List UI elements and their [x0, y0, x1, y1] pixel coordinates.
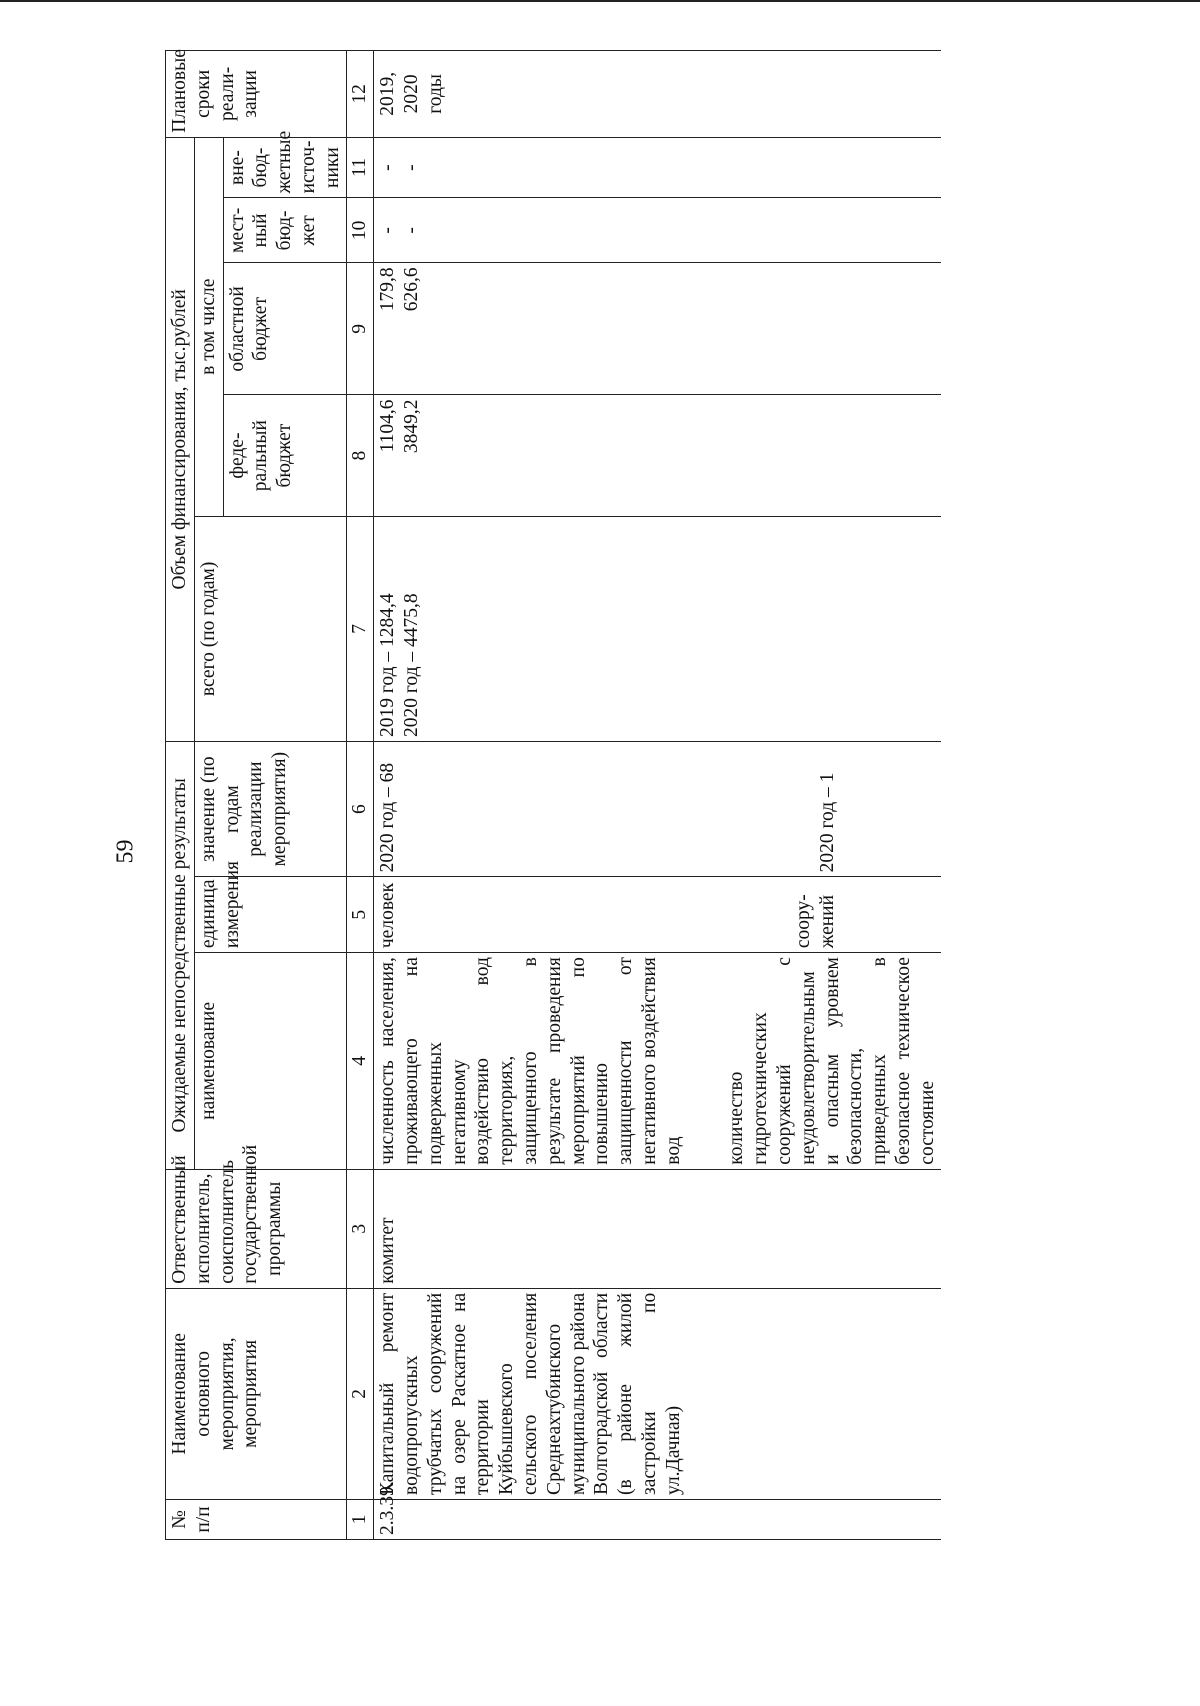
terms-line-2: 2020 годы — [401, 74, 446, 114]
result-1-unit: человек — [377, 882, 399, 949]
header-financing: Объем финансирования, тыс.рублей — [166, 137, 195, 741]
local-2019: - — [377, 227, 399, 234]
column-number: 8 — [347, 395, 374, 516]
column-number: 5 — [347, 877, 374, 953]
terms-cell — [374, 51, 942, 138]
result-1-value: 2020 год – 68 — [377, 762, 399, 873]
column-number: 7 — [347, 516, 374, 741]
result-value-cell — [374, 741, 942, 876]
top-border-line — [0, 0, 1200, 2]
row-measure-name: Капитальный ремонт водопропускных трубчатых сооружений на озере Раскатное на территории Куйбышевского сельского поселения Среднеахтубинского муниципального района Волгоградской области (в районе жилой застройки по ул.Дачная) — [374, 1288, 942, 1499]
result-2-name: количество гидротехнических сооружений с неудовлетворительным и опасным уровнем безопасности, приведенных в безопасное техническое состояние — [726, 957, 938, 1165]
regional-2019: 179,8 — [377, 267, 399, 312]
column-number: 2 — [347, 1288, 374, 1499]
extra-2019: - — [377, 164, 399, 171]
header-extrabudget: вне-бюд-жетные источ-ники — [223, 137, 347, 198]
row-number: 2.3.39. — [374, 1499, 942, 1539]
terms-line-1: 2019, — [377, 71, 399, 116]
header-number: № п/п — [166, 1499, 347, 1539]
header-value: значение (по годам реализации мероприятия) — [194, 741, 347, 876]
column-number: 6 — [347, 741, 374, 876]
result-1-name: численность населения, проживающего на подверженных негативному воздействию вод территориях, защищенного в результате проведения мероприятий по повышению защищенности от негативного воздействия вод — [377, 957, 684, 1165]
program-table — [165, 50, 941, 1540]
regional-cell — [374, 263, 942, 395]
page-number: 59 — [112, 839, 139, 864]
table-row — [374, 51, 942, 1540]
local-cell — [374, 198, 942, 263]
federal-cell — [374, 395, 942, 516]
header-regional: областной бюджет — [223, 263, 347, 395]
column-number: 12 — [347, 51, 374, 138]
column-number-row — [347, 51, 374, 1540]
federal-2020: 3849,2 — [401, 399, 423, 454]
federal-2019: 1104,6 — [377, 399, 399, 453]
header-unit: единица измерения — [194, 877, 347, 953]
column-number: 11 — [347, 137, 374, 198]
column-number: 4 — [347, 953, 374, 1170]
row-executor: комитет — [374, 1169, 942, 1288]
header-including: в том числе — [194, 137, 223, 516]
value-spacer — [400, 746, 816, 872]
extra-2020: - — [401, 164, 423, 171]
rotated-document — [165, 50, 1025, 1540]
header-executor: Ответственный исполнитель, соисполнитель государственной программы — [166, 1169, 347, 1288]
column-number: 9 — [347, 263, 374, 395]
regional-2020: 626,6 — [401, 267, 423, 312]
result-spacer — [685, 957, 725, 1165]
header-total: всего (по годам) — [194, 516, 347, 741]
total-2019: 2019 год – 1284,4 — [377, 593, 399, 737]
result-1-name-cell — [374, 953, 942, 1170]
local-2020: - — [401, 227, 423, 234]
total-2020: 2020 год – 4475,8 — [401, 593, 423, 737]
extrabudget-cell — [374, 137, 942, 198]
column-number: 1 — [347, 1499, 374, 1539]
header-terms: Плановые сроки реали-зации — [166, 51, 347, 138]
total-cell — [374, 516, 942, 741]
unit-spacer — [400, 881, 792, 948]
result-2-unit: соору-жений — [793, 894, 838, 949]
result-unit-cell — [374, 877, 942, 953]
header-measure-name: Наименование основного мероприятия, мероприятия — [166, 1288, 347, 1499]
header-local: мест-ный бюд-жет — [223, 198, 347, 263]
header-expected-results: Ожидаемые непосредственные результаты — [166, 741, 195, 1169]
header-federal: феде-ральный бюджет — [223, 395, 347, 516]
header-result-name: наименование — [194, 953, 347, 1170]
column-number: 10 — [347, 198, 374, 263]
column-number: 3 — [347, 1169, 374, 1288]
header-row-1 — [166, 51, 195, 1540]
result-2-value: 2020 год – 1 — [817, 772, 839, 873]
